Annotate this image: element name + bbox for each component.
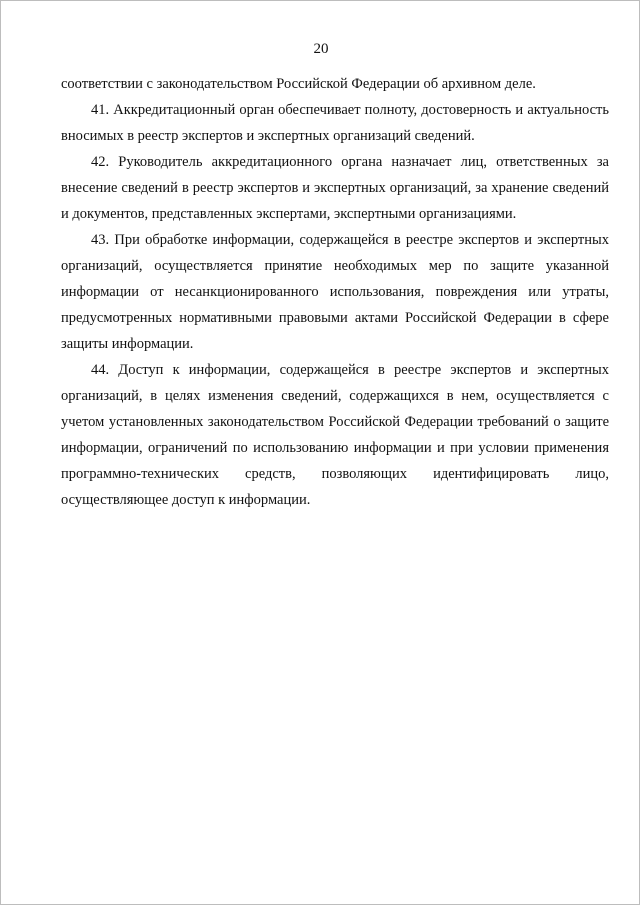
- paragraph-43: 43. При обработке информации, содержащейся в реестре экспертов и экспертных организаций, осуществляется принятие необходимых мер по защите указанной информации от несанкционированного использования, повреждения или утраты, предусмотренных нормативными правовыми актами Российской Федерации в сфере защиты информации.: [61, 232, 609, 352]
- page-number: 20: [313, 41, 329, 57]
- paragraph-44: 44. Доступ к информации, содержащейся в реестре экспертов и экспертных организаций, в целях изменения сведений, содержащихся в нем, осуществляется с учетом установленных законодательством Российской Федерации требований о защите информации, ограничений по использованию информации и при условии применения программно-технических средств, позволяющих идентифицировать лицо, осуществляющее доступ к информации.: [61, 362, 609, 508]
- paragraph-41: 41. Аккредитационный орган обеспечивает полноту, достоверность и актуальность вносимых в реестр экспертов и экспертных организаций сведений.: [61, 102, 609, 144]
- paragraph-continuation: соответствии с законодательством Российской Федерации об архивном деле.: [61, 76, 536, 92]
- paragraph-42: 42. Руководитель аккредитационного органа назначает лиц, ответственных за внесение сведений в реестр экспертов и экспертных организаций, за хранение сведений и документов, представленных экспертами, экспертными организациями.: [61, 154, 609, 222]
- document-body: [61, 71, 609, 513]
